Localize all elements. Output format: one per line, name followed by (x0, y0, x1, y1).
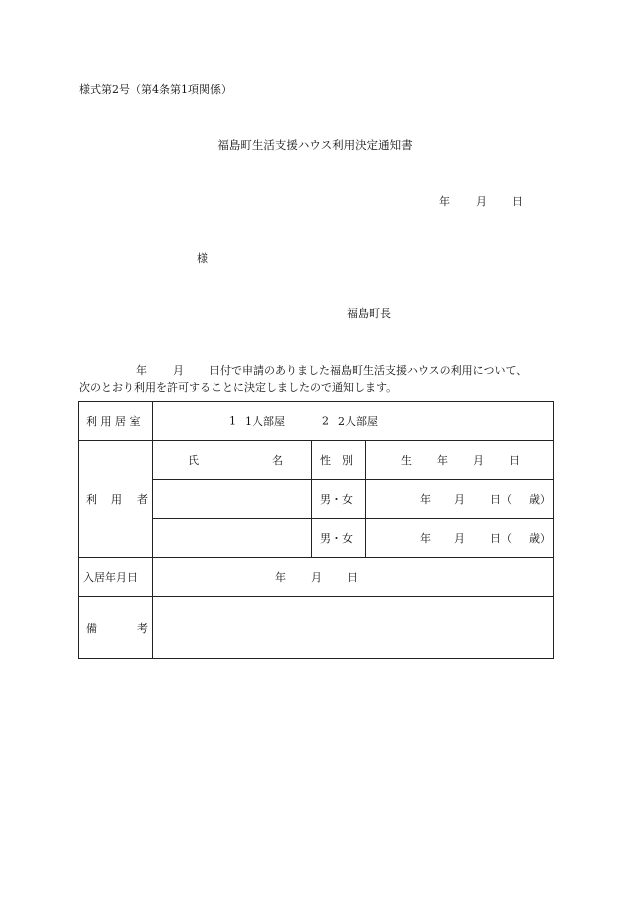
remarks-row (79, 597, 554, 659)
header-name-cell (153, 441, 312, 480)
header-gender: 性 別 (320, 454, 353, 467)
user-1-name-cell (153, 480, 312, 519)
remarks-content-cell (153, 597, 554, 659)
move-in-row (79, 558, 554, 597)
issuer-name: 福島町長 (347, 307, 391, 320)
header-gender-cell (312, 441, 366, 480)
user-2-birth-year: 年 (420, 532, 431, 545)
header-name-char-1: 氏 (188, 454, 199, 467)
move-in-day: 日 (347, 571, 358, 584)
user-2-gender-options: 男・女 (320, 532, 353, 545)
user-1-birth-cell (366, 480, 554, 519)
room-options-cell (153, 402, 554, 441)
user-1-birth-year: 年 (420, 493, 431, 506)
users-header-row (79, 441, 554, 480)
body-text-line2: 次のとおり利用を許可することに決定しましたので通知します。 (79, 381, 398, 394)
move-in-year: 年 (275, 571, 286, 584)
header-name-char-2: 名 (272, 454, 283, 467)
form-number: 様式第2号（第4条第1項関係） (79, 83, 232, 96)
header-birth-char-4: 日 (509, 454, 520, 467)
user-2-birth-cell (366, 519, 554, 558)
users-label-cell (79, 441, 153, 558)
body-year: 年 (136, 364, 147, 377)
user-2-name-cell (153, 519, 312, 558)
room-row (79, 402, 554, 441)
header-birth-cell (366, 441, 554, 480)
remarks-label-char-2: 考 (137, 621, 148, 635)
header-birth-char-3: 月 (473, 454, 484, 467)
user-1-birth-month: 月 (454, 493, 465, 506)
room-option2-label: 2人部屋 (338, 415, 378, 428)
issue-date-day: 日 (512, 195, 523, 208)
room-option2-number: 2 (322, 414, 329, 428)
user-2-birth-month: 月 (454, 532, 465, 545)
issue-date-month: 月 (476, 195, 487, 208)
room-option1-number: 1 (229, 414, 236, 428)
room-label-cell (79, 402, 153, 441)
user-1-gender-cell (312, 480, 366, 519)
room-option1-label: 1人部屋 (245, 415, 285, 428)
move-in-label-cell (79, 558, 153, 597)
move-in-date-cell (153, 558, 554, 597)
user-2-birth-day: 日（ (490, 532, 512, 545)
user-1-age: 歳） (529, 493, 551, 506)
document-title: 福島町生活支援ハウス利用決定通知書 (217, 138, 413, 152)
users-label-char-2: 用 (111, 493, 122, 506)
header-birth-char-2: 年 (437, 454, 448, 467)
user-1-gender-options: 男・女 (320, 493, 353, 506)
users-label-char-3: 者 (137, 493, 148, 506)
issue-date-year: 年 (439, 195, 450, 208)
recipient-honorific: 様 (197, 252, 208, 265)
remarks-label-char-1: 備 (86, 621, 97, 635)
move-in-month: 月 (311, 571, 322, 584)
user-1-birth-day: 日（ (490, 493, 512, 506)
header-birth-char-1: 生 (401, 454, 412, 467)
body-month: 月 (173, 364, 184, 377)
user-2-gender-cell (312, 519, 366, 558)
users-label-char-1: 利 (86, 493, 97, 506)
move-in-label: 入居年月日 (83, 571, 138, 584)
remarks-label-cell (79, 597, 153, 659)
room-label: 利 用 居 室 (86, 415, 141, 428)
user-2-age: 歳） (529, 532, 551, 545)
body-text-line1: 日付で申請のありました福島町生活支援ハウスの利用について、 (209, 364, 528, 377)
decision-table (78, 401, 554, 659)
